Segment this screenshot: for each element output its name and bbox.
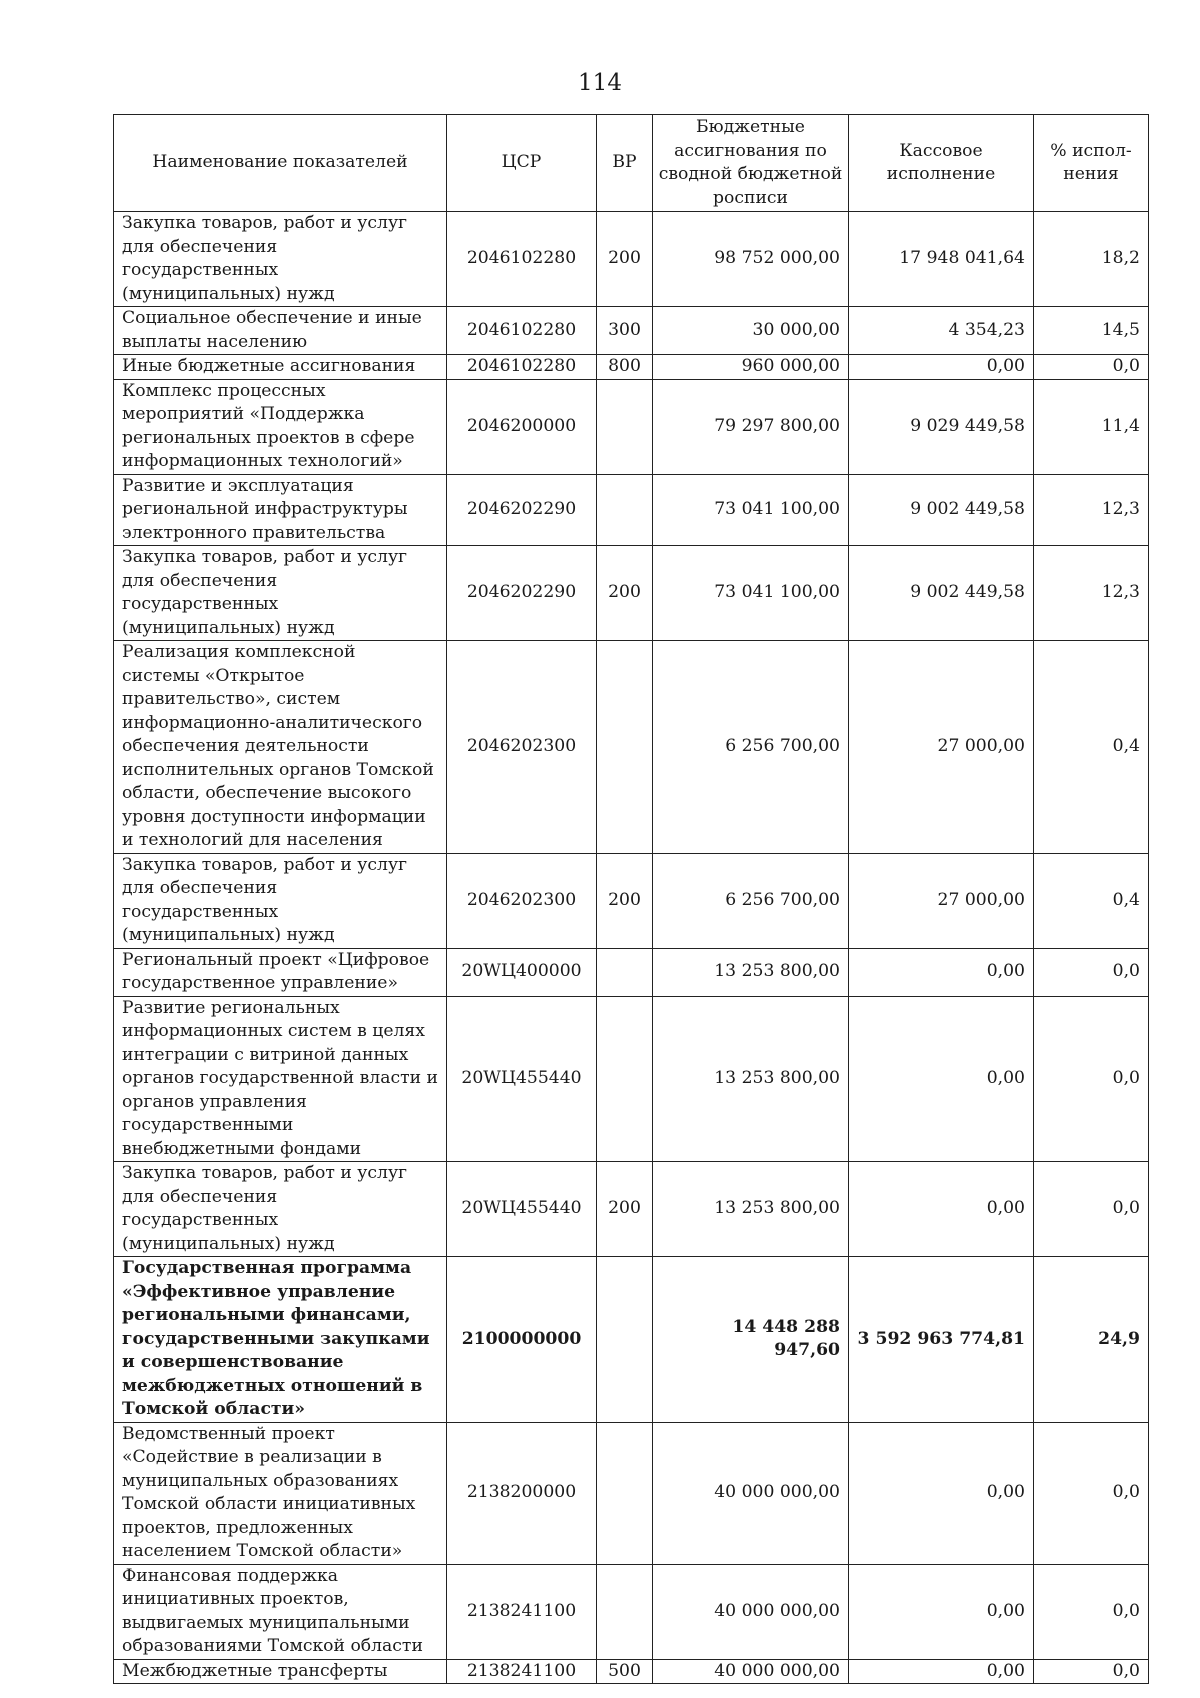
row-csr: 2138241100 xyxy=(447,1564,597,1659)
row-name: Развитие региональных информационных систем в целях интеграции с витриной данных органов государственной власти и органов управления государственными внебюджетными фондами xyxy=(114,996,447,1162)
row-budget: 40 000 000,00 xyxy=(653,1564,849,1659)
row-vr: 200 xyxy=(597,212,653,307)
row-csr: 2046202290 xyxy=(447,474,597,546)
row-name: Государственная программа «Эффективное управление региональными финансами, государственными закупками и совершенствование межбюджетных отношений в Томской области» xyxy=(114,1257,447,1423)
row-percent: 11,4 xyxy=(1034,379,1149,474)
header-vr: ВР xyxy=(597,115,653,212)
row-vr xyxy=(597,1257,653,1423)
row-csr: 2138200000 xyxy=(447,1422,597,1564)
row-csr: 2046202290 xyxy=(447,546,597,641)
row-cash: 0,00 xyxy=(849,996,1034,1162)
table-row xyxy=(114,379,1149,474)
row-budget: 14 448 288 947,60 xyxy=(653,1257,849,1423)
table-row xyxy=(114,355,1149,380)
row-budget: 13 253 800,00 xyxy=(653,996,849,1162)
table-row xyxy=(114,1659,1149,1684)
table-row xyxy=(114,641,1149,854)
row-cash: 4 354,23 xyxy=(849,307,1034,355)
row-cash: 0,00 xyxy=(849,948,1034,996)
table-row xyxy=(114,307,1149,355)
row-percent: 24,9 xyxy=(1034,1257,1149,1423)
row-cash: 0,00 xyxy=(849,1162,1034,1257)
table-row xyxy=(114,1162,1149,1257)
budget-execution-table xyxy=(113,114,1149,1684)
row-csr: 2046102280 xyxy=(447,307,597,355)
row-percent: 0,0 xyxy=(1034,1564,1149,1659)
page-number: 114 xyxy=(578,70,622,96)
row-vr: 800 xyxy=(597,355,653,380)
row-percent: 0,4 xyxy=(1034,853,1149,948)
table-header-row xyxy=(114,115,1149,212)
row-percent: 0,0 xyxy=(1034,1162,1149,1257)
row-vr: 200 xyxy=(597,853,653,948)
row-vr xyxy=(597,379,653,474)
row-cash: 27 000,00 xyxy=(849,853,1034,948)
row-vr: 200 xyxy=(597,546,653,641)
row-cash: 0,00 xyxy=(849,1422,1034,1564)
row-budget: 13 253 800,00 xyxy=(653,1162,849,1257)
row-csr: 2046102280 xyxy=(447,355,597,380)
header-csr: ЦСР xyxy=(447,115,597,212)
row-name: Социальное обеспечение и иные выплаты населению xyxy=(114,307,447,355)
row-csr: 20WЦ455440 xyxy=(447,1162,597,1257)
row-cash: 9 029 449,58 xyxy=(849,379,1034,474)
row-vr xyxy=(597,641,653,854)
row-vr xyxy=(597,1422,653,1564)
table-row xyxy=(114,1564,1149,1659)
row-name: Закупка товаров, работ и услуг для обеспечения государственных (муниципальных) нужд xyxy=(114,212,447,307)
row-percent: 0,4 xyxy=(1034,641,1149,854)
row-vr: 500 xyxy=(597,1659,653,1684)
row-cash: 3 592 963 774,81 xyxy=(849,1257,1034,1423)
header-percent: % испол-нения xyxy=(1034,115,1149,212)
row-budget: 6 256 700,00 xyxy=(653,641,849,854)
row-percent: 0,0 xyxy=(1034,355,1149,380)
row-vr: 300 xyxy=(597,307,653,355)
row-percent: 0,0 xyxy=(1034,996,1149,1162)
row-csr: 2046202300 xyxy=(447,641,597,854)
row-csr: 2138241100 xyxy=(447,1659,597,1684)
row-csr: 2046200000 xyxy=(447,379,597,474)
row-name: Развитие и эксплуатация региональной инфраструктуры электронного правительства xyxy=(114,474,447,546)
table-row xyxy=(114,546,1149,641)
row-percent: 18,2 xyxy=(1034,212,1149,307)
row-percent: 14,5 xyxy=(1034,307,1149,355)
row-csr: 20WЦ455440 xyxy=(447,996,597,1162)
row-budget: 30 000,00 xyxy=(653,307,849,355)
table-body xyxy=(114,212,1149,1684)
row-budget: 13 253 800,00 xyxy=(653,948,849,996)
row-cash: 27 000,00 xyxy=(849,641,1034,854)
row-name: Комплекс процессных мероприятий «Поддержка региональных проектов в сфере информационных технологий» xyxy=(114,379,447,474)
row-csr: 20WЦ400000 xyxy=(447,948,597,996)
row-cash: 17 948 041,64 xyxy=(849,212,1034,307)
table-row xyxy=(114,1257,1149,1423)
header-budget: Бюджетные ассигнования по сводной бюджетной росписи xyxy=(653,115,849,212)
header-name: Наименование показателей xyxy=(114,115,447,212)
row-name: Ведомственный проект «Содействие в реализации в муниципальных образованиях Томской области инициативных проектов, предложенных населением Томской области» xyxy=(114,1422,447,1564)
row-name: Иные бюджетные ассигнования xyxy=(114,355,447,380)
row-budget: 960 000,00 xyxy=(653,355,849,380)
row-vr xyxy=(597,1564,653,1659)
row-cash: 0,00 xyxy=(849,1564,1034,1659)
row-budget: 73 041 100,00 xyxy=(653,546,849,641)
row-vr xyxy=(597,948,653,996)
row-budget: 98 752 000,00 xyxy=(653,212,849,307)
row-percent: 0,0 xyxy=(1034,1422,1149,1564)
row-budget: 6 256 700,00 xyxy=(653,853,849,948)
row-budget: 40 000 000,00 xyxy=(653,1422,849,1564)
table-row xyxy=(114,948,1149,996)
header-cash: Кассовое исполнение xyxy=(849,115,1034,212)
row-vr xyxy=(597,474,653,546)
row-budget: 79 297 800,00 xyxy=(653,379,849,474)
table-row xyxy=(114,996,1149,1162)
row-name: Закупка товаров, работ и услуг для обеспечения государственных (муниципальных) нужд xyxy=(114,853,447,948)
table-row xyxy=(114,1422,1149,1564)
row-cash: 9 002 449,58 xyxy=(849,474,1034,546)
row-name: Закупка товаров, работ и услуг для обеспечения государственных (муниципальных) нужд xyxy=(114,1162,447,1257)
row-cash: 9 002 449,58 xyxy=(849,546,1034,641)
row-name: Региональный проект «Цифровое государственное управление» xyxy=(114,948,447,996)
row-percent: 0,0 xyxy=(1034,948,1149,996)
row-percent: 0,0 xyxy=(1034,1659,1149,1684)
row-name: Финансовая поддержка инициативных проектов, выдвигаемых муниципальными образованиями Томской области xyxy=(114,1564,447,1659)
row-name: Закупка товаров, работ и услуг для обеспечения государственных (муниципальных) нужд xyxy=(114,546,447,641)
row-vr xyxy=(597,996,653,1162)
table-row xyxy=(114,212,1149,307)
table-row xyxy=(114,853,1149,948)
row-csr: 2100000000 xyxy=(447,1257,597,1423)
row-name: Межбюджетные трансферты xyxy=(114,1659,447,1684)
row-name: Реализация комплексной системы «Открытое правительство», систем информационно-аналитического обеспечения деятельности исполнительных органов Томской области, обеспечение высокого уровня доступности информации и технологий для населения xyxy=(114,641,447,854)
row-percent: 12,3 xyxy=(1034,546,1149,641)
row-percent: 12,3 xyxy=(1034,474,1149,546)
row-budget: 40 000 000,00 xyxy=(653,1659,849,1684)
row-cash: 0,00 xyxy=(849,355,1034,380)
row-cash: 0,00 xyxy=(849,1659,1034,1684)
row-vr: 200 xyxy=(597,1162,653,1257)
row-budget: 73 041 100,00 xyxy=(653,474,849,546)
row-csr: 2046102280 xyxy=(447,212,597,307)
table-row xyxy=(114,474,1149,546)
row-csr: 2046202300 xyxy=(447,853,597,948)
